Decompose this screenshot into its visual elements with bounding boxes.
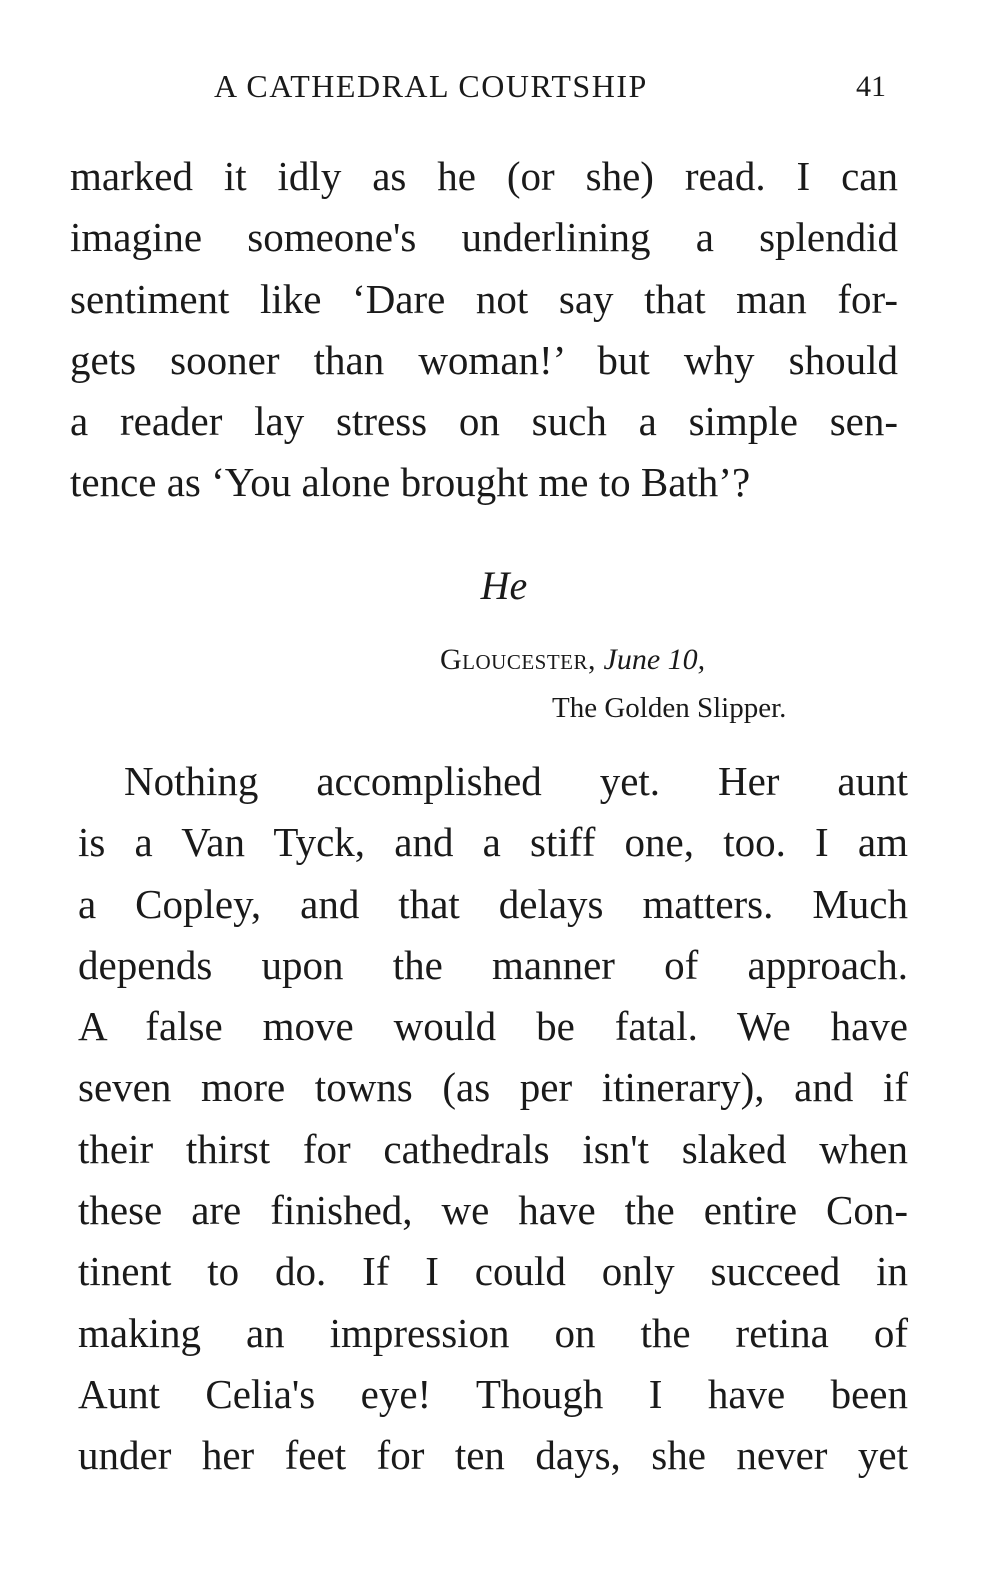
running-title: A CATHEDRAL COURTSHIP: [214, 68, 648, 104]
paragraph-2: [78, 751, 908, 1487]
text-line: tence as ‘You alone brought me to Bath’?: [70, 459, 751, 506]
text-line: under her feet for ten days, she never yet: [78, 1432, 908, 1479]
text-line: their thirst for cathedrals isn't slaked when: [78, 1125, 908, 1172]
text-line: [78, 751, 908, 812]
dateline-place: Gloucester,: [440, 643, 596, 676]
section-heading: He: [480, 563, 528, 608]
text-line: A false move would be fatal. We have: [78, 1003, 908, 1050]
dateline-date: June 10,: [603, 643, 706, 676]
text-line: imagine someone's underlining a splendid: [70, 214, 898, 261]
text-line: a Copley, and that delays matters. Much: [78, 880, 908, 927]
text-line-content: Nothing accomplished yet. Her aunt: [124, 758, 908, 804]
text-line: sentiment like ‘Dare not say that man for-: [70, 275, 898, 322]
letter-address: The Golden Slipper.: [552, 692, 787, 724]
text-line: making an impression on the retina of: [78, 1309, 908, 1356]
dateline: [440, 640, 705, 680]
text-line: marked it idly as he (or she) read. I can: [70, 153, 898, 199]
running-head: [0, 68, 1000, 112]
text-line: a reader lay stress on such a simple sen-: [70, 398, 898, 445]
text-line: these are finished, we have the entire Con-: [78, 1187, 908, 1234]
text-line: Aunt Celia's eye! Though I have been: [78, 1370, 908, 1417]
page-number: 41: [856, 70, 886, 103]
text-line: gets sooner than woman!’ but why should: [70, 336, 898, 383]
text-line: is a Van Tyck, and a stiff one, too. I am: [78, 819, 908, 866]
paragraph-1: [70, 146, 898, 514]
text-line: tinent to do. If I could only succeed in: [78, 1248, 908, 1295]
text-line: depends upon the manner of approach.: [78, 941, 908, 988]
text-line: seven more towns (as per itinerary), and if: [78, 1064, 908, 1111]
